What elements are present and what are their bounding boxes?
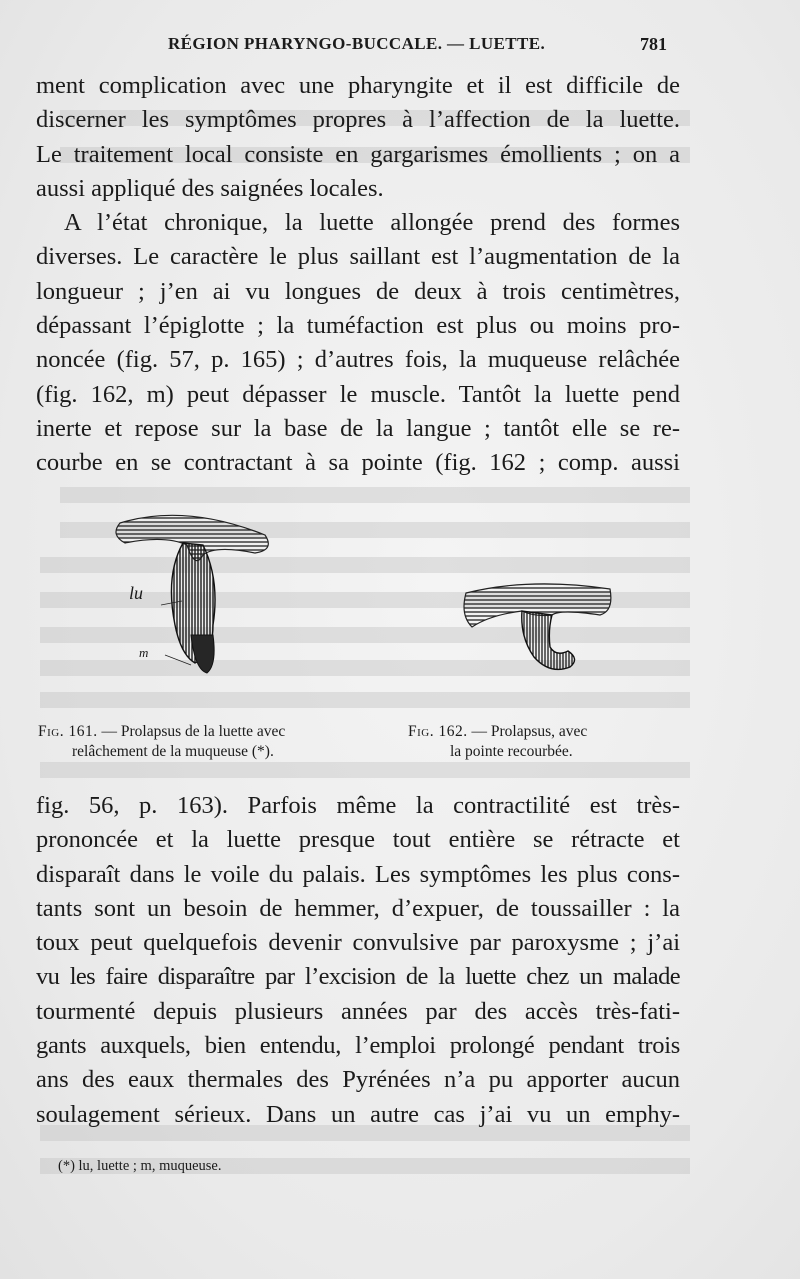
footnote: (*) lu, luette ; m, muqueuse. [58, 1158, 222, 1174]
text-line: A l’état chronique, la luette allongée prend des formes [64, 209, 680, 237]
running-title: RÉGION PHARYNGO-BUCCALE. — LUETTE. [168, 34, 546, 53]
text-line: (fig. 162, m) peut dépasser le muscle. Tantôt la luette pend [36, 380, 680, 408]
text-line: diverses. Le caractère le plus saillant est l’augmentation de la [36, 243, 680, 271]
page-number: 781 [640, 34, 667, 54]
text-line: tourmenté depuis plusieurs années par des accès très-fati- [36, 997, 680, 1025]
uvula-illustration [95, 505, 295, 695]
figure-161-caption [38, 722, 383, 762]
label-lu: lu [129, 583, 144, 603]
text-line: longueur ; j’en ai vu longues de deux à trois centimètres, [36, 277, 680, 305]
paragraph-2 [36, 206, 680, 480]
caption-text: — Prolapsus de la luette avec [97, 723, 286, 740]
caption-number: Fig. 161. [38, 723, 98, 740]
caption-text: relâchement de la muqueuse (*). [72, 743, 274, 760]
text-line: soulagement sérieux. Dans un autre cas j’ai vu un emphy- [36, 1100, 680, 1128]
text-line: noncée (fig. 57, p. 165) ; d’autres fois, la muqueuse relâchée [36, 346, 680, 374]
text-line: prononcée et la luette presque tout entière se rétracte et [36, 826, 680, 854]
figure-161-uvula-prolapse [95, 505, 295, 695]
label-m: m [139, 645, 149, 660]
text-line: courbe en se contractant à sa pointe (fig. 162 ; comp. aussi [36, 449, 680, 477]
running-header [0, 34, 800, 58]
text-line: discerner les symptômes propres à l’affection de la luette. [36, 106, 680, 134]
text-line: aussi appliqué des saignées locales. [36, 174, 384, 202]
caption-text: — Prolapsus, avec [467, 723, 588, 740]
text-line: disparaît dans le voile du palais. Les symptômes les plus cons- [36, 860, 680, 888]
text-line: tants sont un besoin de hemmer, d’expuer, de toussailler : la [36, 894, 680, 922]
text-line: Le traitement local consiste en gargarismes émollients ; on a [36, 140, 680, 168]
body-text-bottom [36, 789, 680, 1132]
caption-text: la pointe recourbée. [450, 743, 573, 760]
text-line: ans des eaux thermales des Pyrénées n’a pu apporter aucun [36, 1066, 680, 1094]
paragraph-3 [36, 789, 680, 1132]
text-line: inerte et repose sur la base de la langue ; tantôt elle se re- [36, 414, 680, 442]
paragraph-1 [36, 69, 680, 206]
text-line: ment complication avec une pharyngite et il est difficile de [36, 72, 680, 99]
figure-162-caption [408, 722, 688, 762]
text-line: fig. 56, p. 163). Parfois même la contractilité est très- [36, 792, 680, 819]
text-line: dépassant l’épiglotte ; la tuméfaction est plus ou moins pro- [36, 312, 680, 340]
uvula-curved-illustration [460, 575, 620, 685]
caption-number: Fig. 162. [408, 723, 468, 740]
text-line: vu les faire disparaître par l’excision de la luette chez un malade [36, 963, 680, 991]
figure-162-uvula-curved [460, 575, 620, 685]
text-line: gants auxquels, bien entendu, l’emploi prolongé pendant trois [36, 1032, 680, 1060]
body-text-top [36, 69, 680, 481]
text-line: toux peut quelquefois devenir convulsive par paroxysme ; j’ai [36, 929, 680, 957]
